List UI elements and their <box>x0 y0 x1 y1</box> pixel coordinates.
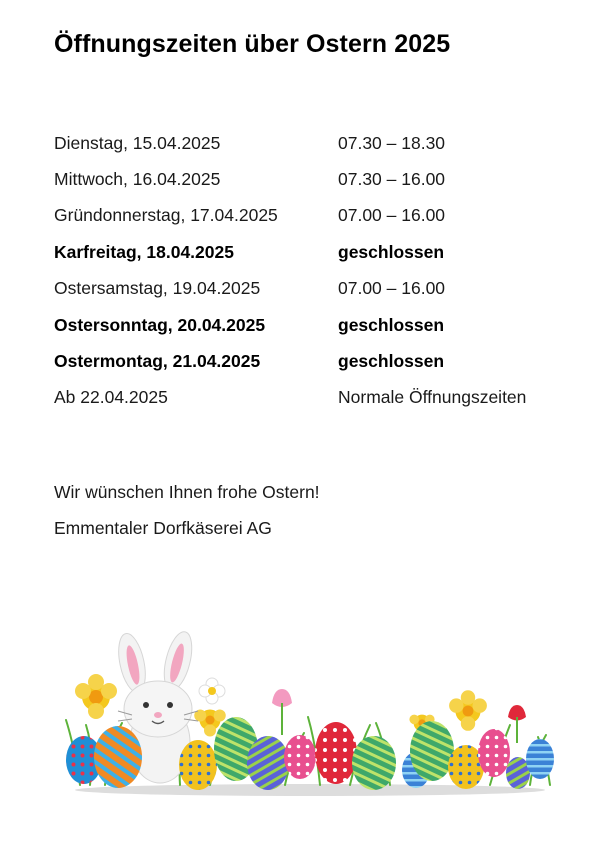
schedule-row <box>54 380 574 416</box>
schedule-day: Karfreitag, 18.04.2025 <box>54 241 234 262</box>
schedule-row-closed <box>54 234 574 270</box>
schedule-day: Ostermontag, 21.04.2025 <box>54 351 261 372</box>
schedule-row <box>54 125 574 161</box>
schedule-hours: geschlossen <box>338 241 445 262</box>
company-name: Emmentaler Dorfkäserei AG <box>54 518 272 538</box>
schedule-hours: geschlossen <box>338 314 445 335</box>
schedule-hours: 07.30 – 18.30 <box>338 132 446 153</box>
opening-hours-table <box>54 125 574 416</box>
schedule-row <box>54 161 574 197</box>
schedule-hours: 07.00 – 16.00 <box>338 278 446 299</box>
schedule-day: Dienstag, 15.04.2025 <box>54 132 221 153</box>
schedule-row <box>54 271 574 307</box>
schedule-hours: geschlossen <box>338 351 445 372</box>
schedule-day: Ab 22.04.2025 <box>54 387 168 408</box>
schedule-hours: Normale Öffnungszeiten <box>338 387 527 408</box>
schedule-row-closed <box>54 307 574 343</box>
page-title: Öffnungszeiten über Ostern 2025 <box>54 30 451 58</box>
schedule-hours: 07.00 – 16.00 <box>338 205 446 226</box>
easter-illustration <box>60 625 560 800</box>
greeting-text: Wir wünschen Ihnen frohe Ostern! <box>54 482 320 502</box>
schedule-row <box>54 198 574 234</box>
schedule-row-closed <box>54 343 574 379</box>
schedule-day: Mittwoch, 16.04.2025 <box>54 169 221 190</box>
schedule-day: Gründonnerstag, 17.04.2025 <box>54 205 278 226</box>
schedule-day: Ostersamstag, 19.04.2025 <box>54 278 261 299</box>
white-flower-icon <box>199 678 225 704</box>
schedule-day: Ostersonntag, 20.04.2025 <box>54 314 266 335</box>
schedule-hours: 07.30 – 16.00 <box>338 169 446 190</box>
